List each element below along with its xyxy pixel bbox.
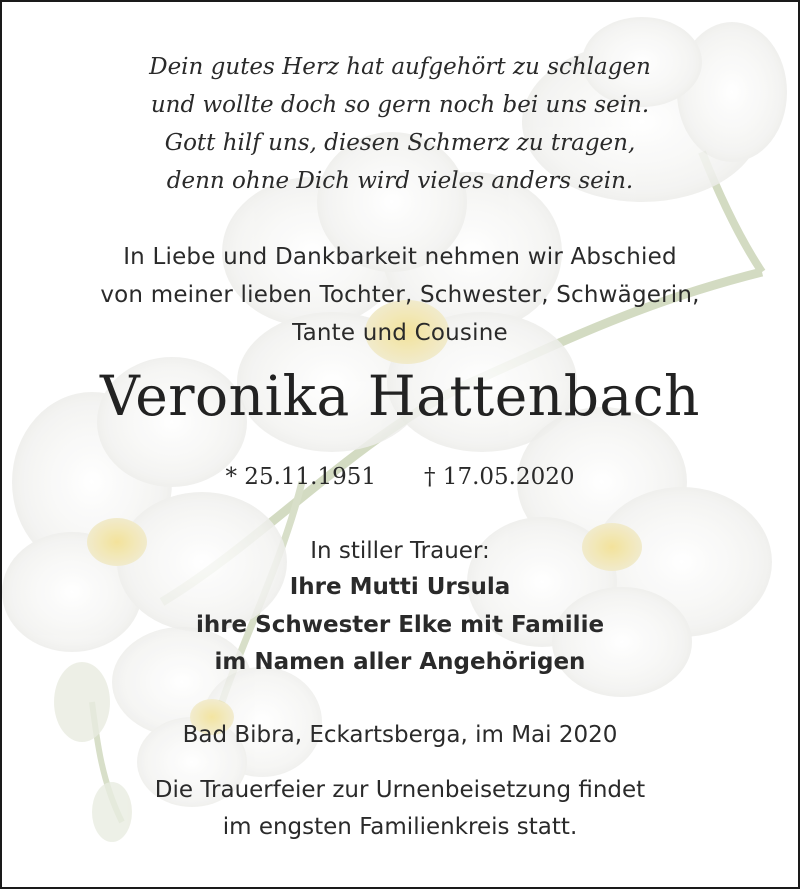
place-and-date: Bad Bibra, Eckartsberga, im Mai 2020 (182, 722, 618, 748)
mourner-name: Ihre Mutti Ursula (289, 574, 511, 600)
poem-line: und wollte doch so gern noch bei uns sein. (150, 92, 650, 118)
deceased-name: Veronika Hattenbach (100, 364, 700, 428)
mourners-heading: In stiller Trauer: (310, 538, 490, 564)
death-date: † 17.05.2020 (424, 464, 575, 490)
ceremony-line: Die Trauerfeier zur Urnenbeisetzung findet (154, 777, 646, 803)
ceremony-line: im engsten Familienkreis statt. (222, 814, 578, 840)
intro-line: In Liebe und Dankbarkeit nehmen wir Abschied (123, 244, 677, 270)
poem-line: Gott hilf uns, diesen Schmerz zu tragen, (164, 130, 636, 156)
obituary-text (2, 2, 798, 887)
intro-line: von meiner lieben Tochter, Schwester, Schwägerin, (100, 282, 700, 308)
life-dates (2, 464, 798, 490)
birth-date: * 25.11.1951 (225, 464, 376, 490)
poem-line: denn ohne Dich wird vieles anders sein. (166, 168, 634, 194)
intro-line: Tante und Cousine (292, 320, 508, 346)
poem-line: Dein gutes Herz hat aufgehört zu schlagen (149, 54, 651, 80)
mourner-name: ihre Schwester Elke mit Familie (195, 612, 605, 638)
mourner-name: im Namen aller Angehörigen (214, 649, 586, 675)
